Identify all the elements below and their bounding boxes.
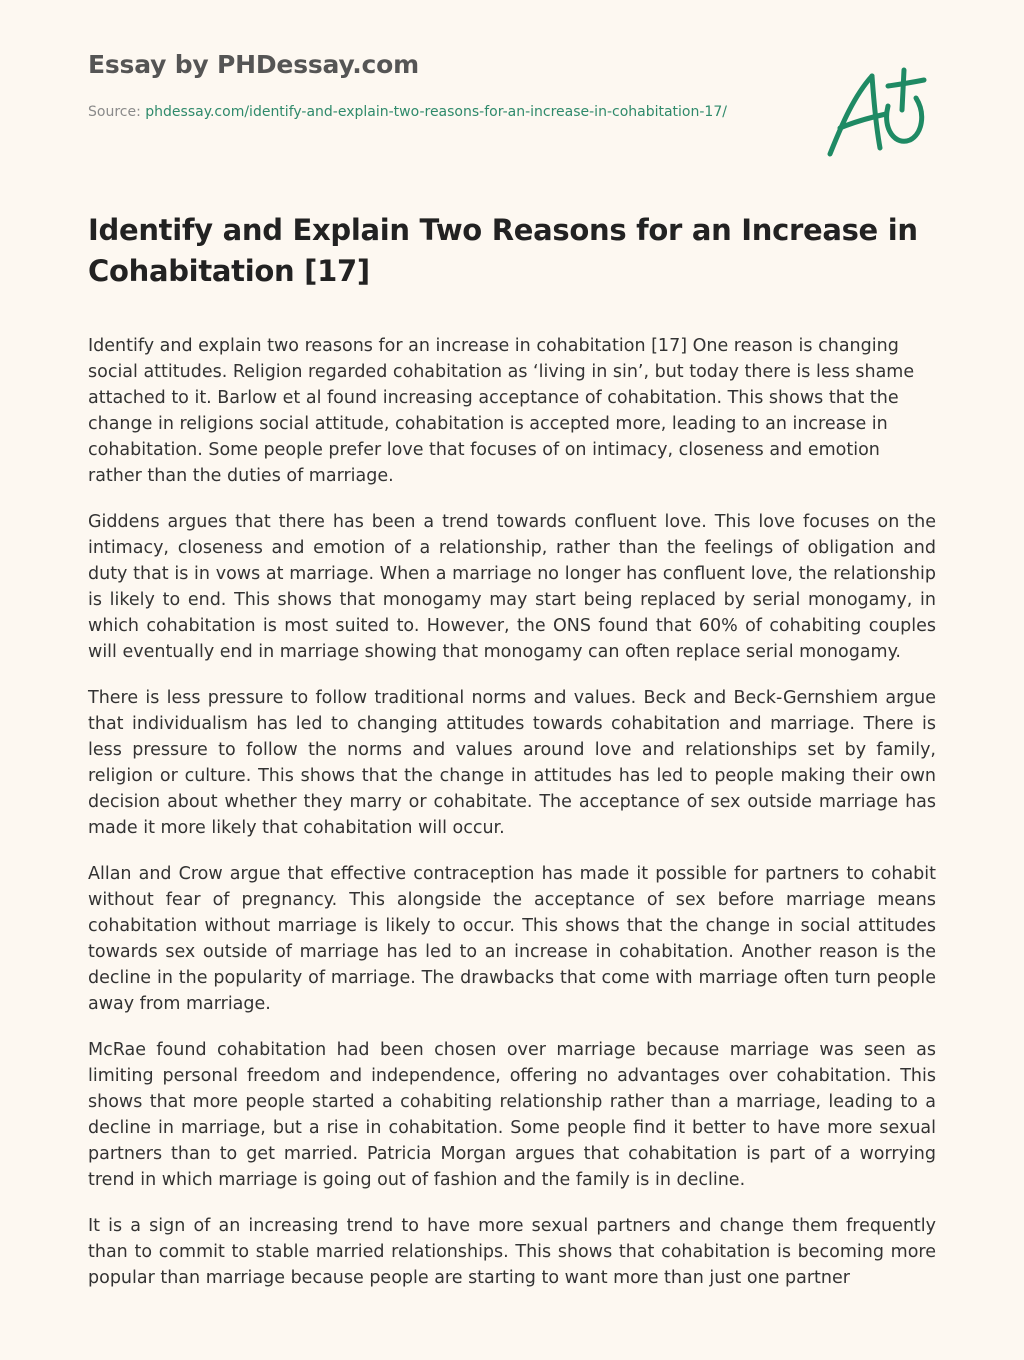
paragraph: Identify and explain two reasons for an increase in cohabitation [17] One reason is changing social attitudes. Religion regarded cohabitation as ‘living in sin’, but today there is less shame attached to it. Barlow et al found increasing acceptance of cohabitation. This shows that the change in religions social attitude, cohabitation is accepted more, leading to an increase in cohabitation. Some people prefer love that focuses of on intimacy, closeness and emotion rather than the duties of marriage. <box>88 336 915 486</box>
essay-body <box>88 333 936 1311</box>
essay-title: Identify and Explain Two Reasons for an Increase in Cohabitation [17] <box>88 213 918 288</box>
a-plus-logo-icon <box>824 64 928 160</box>
paragraph: There is less pressure to follow traditional norms and values. Beck and Beck-Gernshiem argue that individualism has led to changing attitudes towards cohabitation and marriage. There is less pressure to follow the norms and values around love and relationships set by family, religion or culture. This shows that the change in attitudes has led to people making their own decision about whether they marry or cohabitate. The acceptance of sex outside marriage has made it more likely that cohabitation will occur. <box>88 688 936 838</box>
paragraph: Giddens argues that there has been a trend towards confluent love. This love focuses on the intimacy, closeness and emotion of a relationship, rather than the feelings of obligation and duty that is in vows at marriage. When a marriage no longer has confluent love, the relationship is likely to end. This shows that monogamy may start being replaced by serial monogamy, in which cohabitation is most suited to. However, the ONS found that 60% of cohabiting couples will eventually end in marriage showing that monogamy can often replace serial monogamy. <box>88 512 936 662</box>
paragraph: It is a sign of an increasing trend to have more sexual partners and change them frequently than to commit to stable married relationships. This shows that cohabitation is becoming more popular than marriage because people are starting to want more than just one partner <box>88 1216 936 1288</box>
source-label: Source: <box>88 104 146 120</box>
source-line <box>88 102 768 122</box>
paragraph: McRae found cohabitation had been chosen over marriage because marriage was seen as limiting personal freedom and independence, offering no advantages over cohabitation. This shows that more people started a cohabiting relationship rather than a marriage, leading to a decline in marriage, but a rise in cohabitation. Some people find it better to have more sexual partners than to get married. Patricia Morgan argues that cohabitation is part of a worrying trend in which marriage is going out of fashion and the family is in decline. <box>88 1040 936 1190</box>
site-brand[interactable]: Essay by PHDessay.com <box>88 50 419 79</box>
source-link[interactable]: phdessay.com/identify-and-explain-two-reasons-for-an-increase-in-cohabitation-17/ <box>145 104 727 120</box>
paragraph: Allan and Crow argue that effective contraception has made it possible for partners to cohabit without fear of pregnancy. This alongside the acceptance of sex before marriage means cohabitation without marriage is likely to occur. This shows that the change in social attitudes towards sex outside of marriage has led to an increase in cohabitation. Another reason is the decline in the popularity of marriage. The drawbacks that come with marriage often turn people away from marriage. <box>88 864 936 1014</box>
page-header <box>88 0 936 190</box>
